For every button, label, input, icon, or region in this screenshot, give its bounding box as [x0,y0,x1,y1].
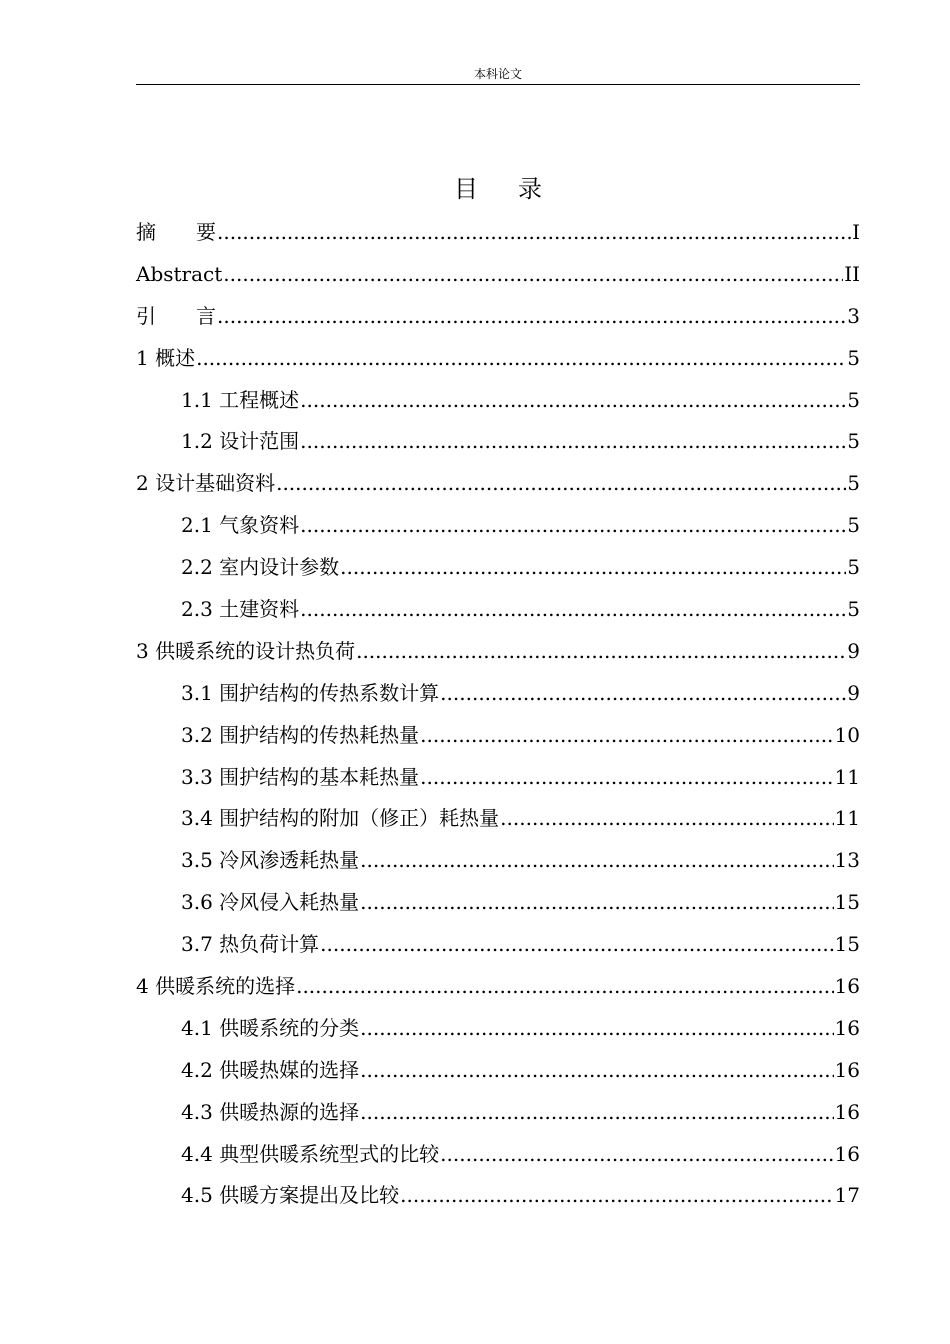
running-header: 本科论文 [473,67,522,81]
toc-entry[interactable] [136,1091,860,1133]
toc-entry-page-number: 5 [847,555,860,580]
toc-entry[interactable] [136,1049,860,1091]
toc-entry[interactable] [136,714,860,756]
toc-entry-page-number: I [852,220,860,244]
toc-entry[interactable] [136,672,860,714]
toc-entry[interactable] [136,797,860,839]
toc-dot-leader [440,1133,833,1175]
toc-title [136,173,860,205]
toc-entry[interactable] [136,923,860,965]
toc-entry-label: Abstract [136,261,223,286]
toc-entry[interactable] [136,337,860,379]
toc-entry-label: 引 言 [136,303,216,328]
toc-entry[interactable] [136,1133,860,1175]
toc-entry-page-number: 5 [847,345,860,370]
toc-entry-label: 4.5 供暖方案提出及比较 [181,1183,400,1208]
toc-entry-page-number: 9 [847,680,860,705]
toc-entry[interactable] [136,756,860,798]
toc-entry-page-number: 5 [847,597,860,622]
toc-entry-label: 摘 要 [136,220,216,244]
toc-dot-leader [217,295,846,337]
toc-entry-label: 4.1 供暖系统的分类 [181,1015,360,1040]
toc-dot-leader [223,253,843,295]
toc-entry-label: 1.1 工程概述 [181,387,300,412]
toc-entry-page-number: 5 [847,471,860,496]
toc-entry-page-number: 11 [834,806,860,831]
toc-entry-page-number: 5 [847,429,860,454]
toc-dot-leader [296,965,833,1007]
toc-dot-leader [360,1007,833,1049]
toc-dot-leader [300,588,846,630]
toc-title-part2: 录 [518,175,542,203]
toc-entry[interactable] [136,379,860,421]
toc-entry-page-number: 15 [834,932,860,957]
table-of-contents [136,211,860,1216]
toc-dot-leader [217,211,851,253]
toc-entry-page-number: 16 [834,1099,860,1124]
toc-entry-page-number: 16 [834,1015,860,1040]
toc-dot-leader [356,630,846,672]
toc-entry-page-number: 3 [847,303,860,328]
header-rule [136,84,860,85]
toc-entry-label: 2.3 土建资料 [181,597,300,622]
toc-entry[interactable] [136,546,860,588]
toc-entry-label: 1 概述 [136,345,196,370]
toc-entry-label: 3.4 围护结构的附加（修正）耗热量 [181,806,500,831]
toc-entry-page-number: 17 [834,1183,860,1208]
toc-entry-page-number: 5 [847,513,860,538]
toc-dot-leader [400,1174,833,1216]
toc-dot-leader [420,714,833,756]
toc-entry-page-number: 16 [834,1057,860,1082]
toc-dot-leader [196,337,846,379]
toc-dot-leader [300,504,846,546]
toc-entry[interactable] [136,1007,860,1049]
toc-entry-label: 2 设计基础资料 [136,471,276,496]
toc-entry-page-number: 16 [834,1141,860,1166]
toc-dot-leader [300,379,846,421]
toc-dot-leader [300,420,846,462]
toc-entry[interactable] [136,253,860,295]
toc-title-part1: 目 [454,175,478,203]
toc-entry-page-number: 11 [834,764,860,789]
toc-entry-label: 3.6 冷风侵入耗热量 [181,890,360,915]
toc-entry-page-number: 13 [834,848,860,873]
toc-entry[interactable] [136,630,860,672]
toc-dot-leader [360,1049,833,1091]
toc-dot-leader [360,881,833,923]
toc-dot-leader [360,839,833,881]
toc-entry-page-number: 5 [847,387,860,412]
toc-entry[interactable] [136,462,860,504]
toc-entry-label: 3.5 冷风渗透耗热量 [181,848,360,873]
toc-dot-leader [500,797,833,839]
toc-entry-label: 3 供暖系统的设计热负荷 [136,638,356,663]
toc-entry[interactable] [136,1174,860,1216]
toc-entry[interactable] [136,965,860,1007]
toc-entry-label: 3.7 热负荷计算 [181,932,320,957]
toc-entry-page-number: 16 [834,974,860,999]
toc-entry[interactable] [136,295,860,337]
toc-entry[interactable] [136,211,860,253]
toc-entry-label: 3.3 围护结构的基本耗热量 [181,764,420,789]
toc-dot-leader [420,756,833,798]
toc-entry[interactable] [136,881,860,923]
toc-dot-leader [360,1091,833,1133]
toc-entry-label: 3.1 围护结构的传热系数计算 [181,680,440,705]
toc-dot-leader [340,546,846,588]
toc-entry-label: 4.4 典型供暖系统型式的比较 [181,1141,440,1166]
toc-entry-label: 1.2 设计范围 [181,429,300,454]
toc-entry[interactable] [136,504,860,546]
toc-entry-label: 4 供暖系统的选择 [136,974,296,999]
toc-entry-label: 4.2 供暖热媒的选择 [181,1057,360,1082]
toc-entry-label: 4.3 供暖热源的选择 [181,1099,360,1124]
toc-entry[interactable] [136,420,860,462]
toc-entry-label: 2.1 气象资料 [181,513,300,538]
toc-entry-label: 2.2 室内设计参数 [181,555,340,580]
toc-dot-leader [440,672,846,714]
toc-entry[interactable] [136,588,860,630]
toc-dot-leader [320,923,833,965]
toc-entry-page-number: 9 [847,638,860,663]
toc-dot-leader [276,462,846,504]
toc-entry[interactable] [136,839,860,881]
toc-entry-page-number: 15 [834,890,860,915]
toc-entry-page-number: 10 [834,722,860,747]
toc-entry-page-number: II [844,261,860,286]
toc-entry-label: 3.2 围护结构的传热耗热量 [181,722,420,747]
